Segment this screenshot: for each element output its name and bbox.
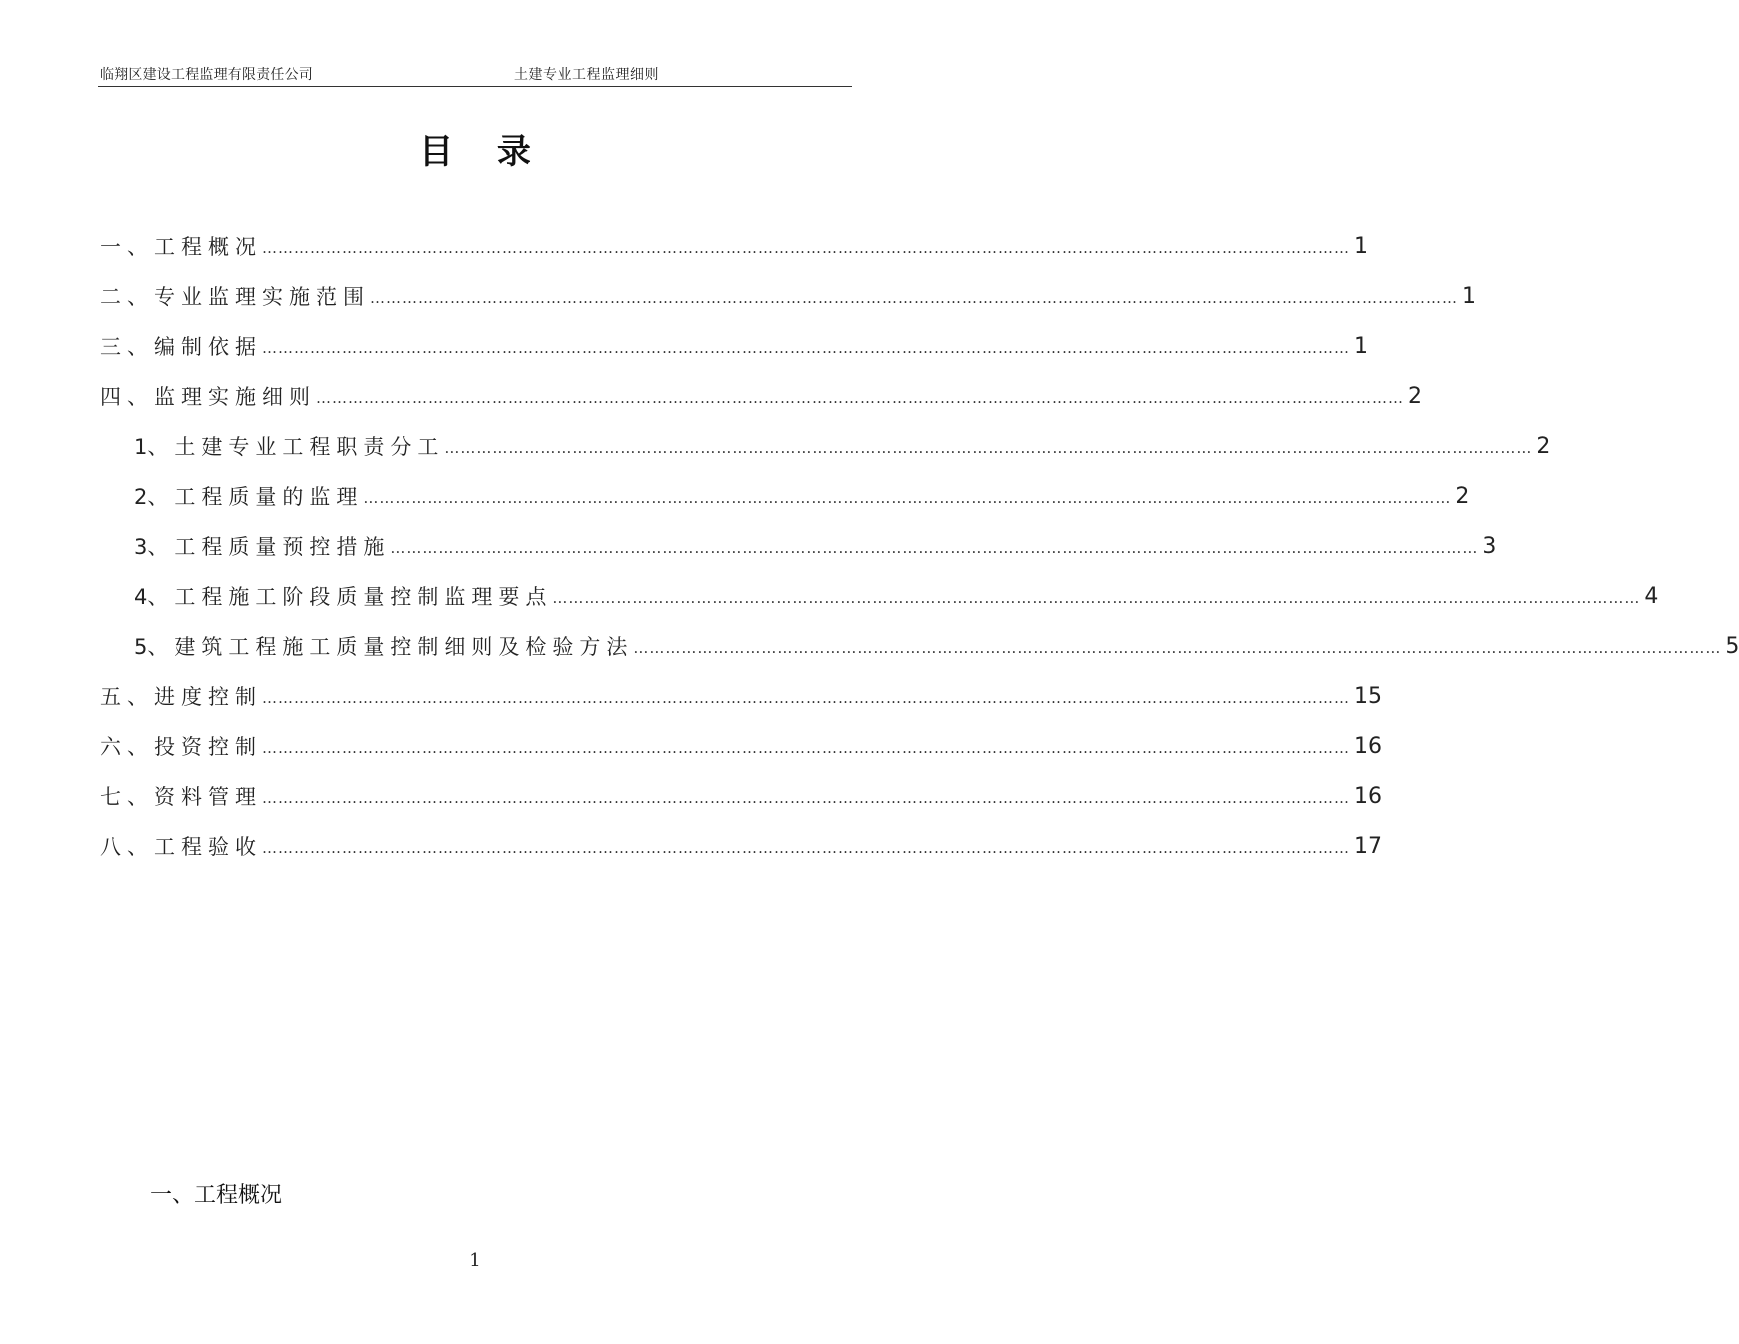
toc-leader: …………………………………………………………………………………………………………………………………………………………………………………… (363, 489, 1452, 507)
toc-entry[interactable] (100, 376, 1422, 416)
footer-page-number: 1 (469, 1250, 481, 1271)
toc-page-number: 2 (1536, 433, 1551, 459)
toc-page-number: 15 (1354, 683, 1382, 709)
toc-leader: …………………………………………………………………………………………………………………………………………………………………………………… (444, 439, 1533, 457)
toc-page-number: 5 (1725, 633, 1739, 659)
toc-entry[interactable] (100, 226, 1368, 266)
toc-leader: …………………………………………………………………………………………………………………………………………………………………………………… (316, 389, 1404, 407)
toc-entry-label: 八、工程验收 (100, 835, 262, 859)
toc-entry[interactable] (100, 276, 1476, 316)
header-company: 临翔区建设工程监理有限责任公司 (100, 67, 313, 83)
toc-entry-label: 四、监理实施细则 (100, 385, 316, 409)
toc-page-number: 4 (1644, 583, 1659, 609)
toc-page-number: 3 (1482, 533, 1497, 559)
toc-page-number: 1 (1354, 333, 1368, 359)
toc-page-number: 1 (1462, 283, 1476, 309)
toc-entry-label: 六、投资控制 (100, 735, 262, 759)
toc-leader: …………………………………………………………………………………………………………………………………………………………………………………… (370, 289, 1458, 307)
toc-page-number: 2 (1455, 483, 1470, 509)
page-header (98, 66, 852, 87)
toc-entry-label: 、工程质量预控措施 (147, 535, 391, 559)
toc-entry-label: 、工程质量的监理 (147, 485, 364, 509)
toc-entry-label: 、土建专业工程职责分工 (147, 435, 445, 459)
toc-subentry[interactable]: 1、土建专业工程职责分工 …………………………………………………………………………………………………………………………………………………………………………………… 2 (134, 426, 852, 466)
toc-entry-label: 、工程施工阶段质量控制监理要点 (147, 585, 553, 609)
toc-subentry[interactable]: 4、工程施工阶段质量控制监理要点 …………………………………………………………………………………………………………………………………………………………………………………… 4 (134, 576, 852, 616)
toc-entry[interactable] (100, 726, 1382, 766)
toc-entry[interactable] (100, 676, 1382, 716)
toc-page-number: 16 (1354, 733, 1382, 759)
toc-subentry[interactable]: 5、建筑工程施工质量控制细则及检验方法 …………………………………………………………………………………………………………………………………………………………………………………… 5 (134, 626, 852, 666)
toc-page-number: 2 (1408, 383, 1422, 409)
toc-page-number: 16 (1354, 783, 1382, 809)
toc-entry-label: 一、工程概况 (100, 235, 262, 259)
toc-leader: …………………………………………………………………………………………………………………………………………………………………………………… (262, 689, 1350, 707)
toc-leader: …………………………………………………………………………………………………………………………………………………………………………………… (262, 339, 1350, 357)
toc-leader: …………………………………………………………………………………………………………………………………………………………………………………… (262, 739, 1350, 757)
toc-page-number: 1 (1354, 233, 1368, 259)
toc-page-number: 17 (1354, 833, 1382, 859)
toc-entry-label: 七、资料管理 (100, 785, 262, 809)
toc-leader: …………………………………………………………………………………………………………………………………………………………………………………… (262, 839, 1350, 857)
toc-subentry[interactable]: 2、工程质量的监理 …………………………………………………………………………………………………………………………………………………………………………………… 2 (134, 476, 852, 516)
toc-leader: …………………………………………………………………………………………………………………………………………………………………………………… (390, 539, 1479, 557)
toc-subentry[interactable]: 3、工程质量预控措施 …………………………………………………………………………………………………………………………………………………………………………………… 3 (134, 526, 852, 566)
toc-title: 目 录 (419, 132, 547, 172)
toc-entry-label: 、建筑工程施工质量控制细则及检验方法 (147, 635, 634, 659)
section-heading: 一、工程概况 (150, 1183, 283, 1208)
header-document-title: 土建专业工程监理细则 (514, 67, 659, 83)
toc-entry-label: 三、编制依据 (100, 335, 262, 359)
toc-entry[interactable] (100, 776, 1382, 816)
toc-entry-label: 五、进度控制 (100, 685, 262, 709)
toc-leader: …………………………………………………………………………………………………………………………………………………………………………………… (552, 589, 1641, 607)
toc-entry-label: 二、专业监理实施范围 (100, 285, 370, 309)
toc-entry[interactable] (100, 326, 1368, 366)
toc-leader: …………………………………………………………………………………………………………………………………………………………………………………… (262, 789, 1350, 807)
toc-leader: …………………………………………………………………………………………………………………………………………………………………………………… (262, 239, 1350, 257)
toc-leader: …………………………………………………………………………………………………………………………………………………………………………………… (633, 639, 1722, 657)
toc-entry[interactable] (100, 826, 1382, 866)
